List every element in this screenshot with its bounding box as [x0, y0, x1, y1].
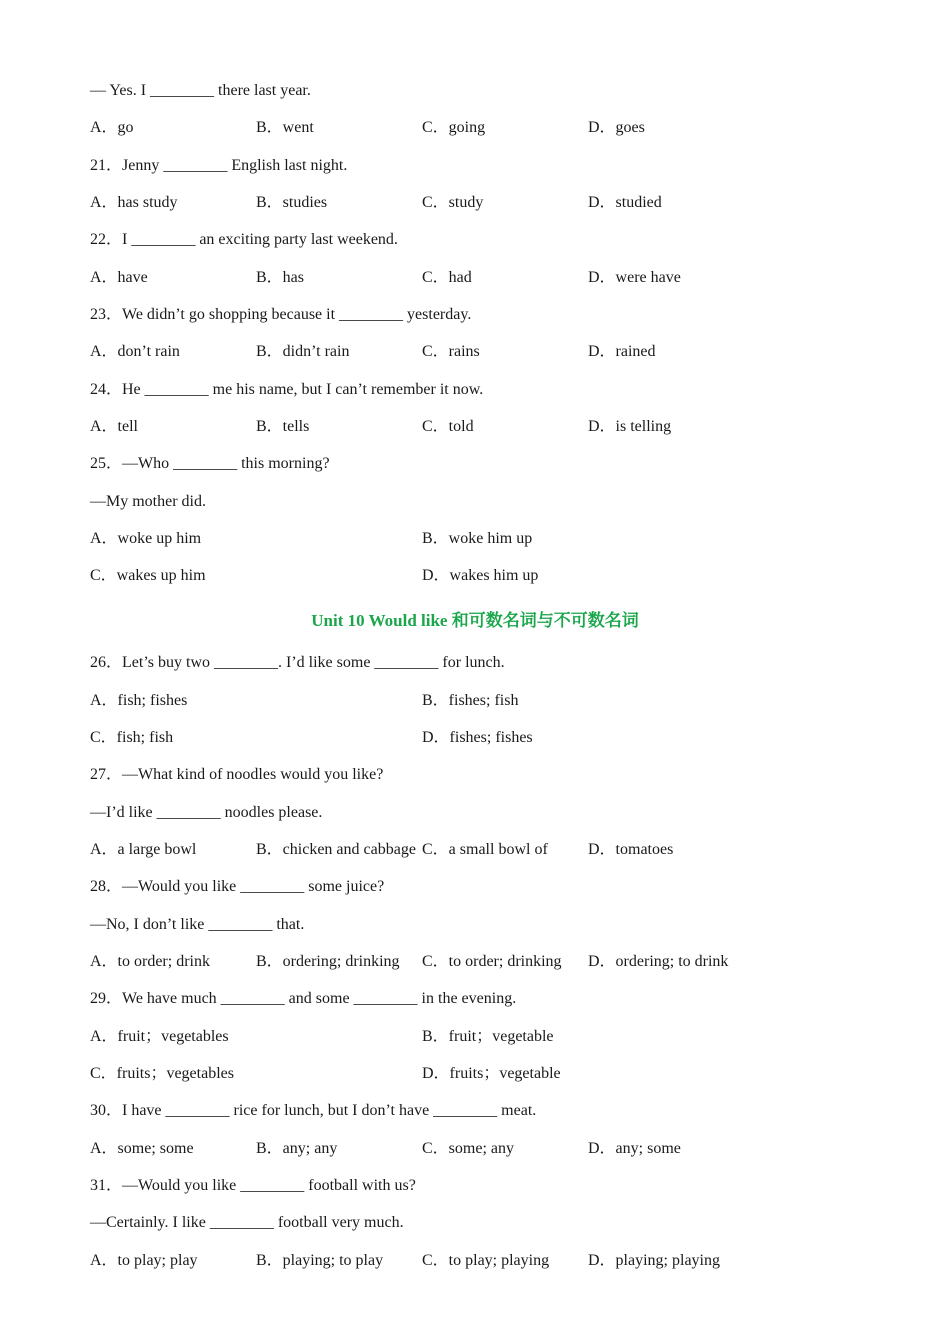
question-line: 25．—Who ________ this morning?: [90, 455, 330, 472]
question-line: 26．Let’s buy two ________. I’d like some ________ for lunch.: [90, 654, 505, 671]
answer-option: A．has study: [90, 194, 178, 211]
answer-option: B．went: [256, 119, 314, 136]
question-line: 31．—Would you like ________ football with us?: [90, 1177, 416, 1194]
answer-option: B．ordering; drinking: [256, 953, 400, 970]
answer-option: C．some; any: [422, 1140, 514, 1157]
question-line: — Yes. I ________ there last year.: [90, 82, 311, 99]
answer-option: D．fruits；vegetable: [422, 1065, 561, 1082]
question-line: 22．I ________ an exciting party last weekend.: [90, 231, 398, 248]
answer-option: D．tomatoes: [588, 841, 674, 858]
answer-option: C．a small bowl of: [422, 841, 548, 858]
answer-option: C．told: [422, 418, 474, 435]
answer-option: C．going: [422, 119, 486, 136]
answer-option: B．any; any: [256, 1140, 338, 1157]
answer-option: C．had: [422, 269, 472, 286]
answer-option: D．any; some: [588, 1140, 681, 1157]
answer-option: A．have: [90, 269, 148, 286]
question-line: 28．—Would you like ________ some juice?: [90, 878, 385, 895]
answer-option: A．woke up him: [90, 530, 202, 547]
answer-option: C．study: [422, 194, 484, 211]
answer-option: D．were have: [588, 269, 681, 286]
question-line: 24．He ________ me his name, but I can’t remember it now.: [90, 381, 484, 398]
answer-option: A．some; some: [90, 1140, 194, 1157]
question-line: —No, I don’t like ________ that.: [90, 916, 305, 933]
answer-option: B．playing; to play: [256, 1252, 384, 1269]
answer-option: C．wakes up him: [90, 567, 206, 584]
answer-option: D．ordering; to drink: [588, 953, 729, 970]
answer-option: D．goes: [588, 119, 645, 136]
answer-option: A．fish; fishes: [90, 692, 188, 709]
answer-option: A．go: [90, 119, 134, 136]
answer-option: C．fish; fish: [90, 729, 174, 746]
answer-option: A．tell: [90, 418, 138, 435]
answer-option: A．fruit；vegetables: [90, 1028, 229, 1045]
question-line: 27．—What kind of noodles would you like?: [90, 766, 384, 783]
answer-option: B．fruit；vegetable: [422, 1028, 554, 1045]
answer-option: D．wakes him up: [422, 567, 539, 584]
answer-option: C．rains: [422, 343, 480, 360]
answer-option: D．fishes; fishes: [422, 729, 533, 746]
answer-option: B．fishes; fish: [422, 692, 519, 709]
question-line: 29．We have much ________ and some ________ in the evening.: [90, 990, 517, 1007]
question-line: —Certainly. I like ________ football very much.: [90, 1214, 404, 1231]
answer-option: C．to order; drinking: [422, 953, 562, 970]
answer-option: D．playing; playing: [588, 1252, 720, 1269]
answer-option: B．has: [256, 269, 305, 286]
question-line: —I’d like ________ noodles please.: [90, 804, 323, 821]
question-line: —My mother did.: [90, 493, 206, 510]
section-heading: Unit 10 Would like 和可数名词与不可数名词: [311, 611, 639, 630]
question-line: 23．We didn’t go shopping because it ________ yesterday.: [90, 306, 472, 323]
answer-option: A．a large bowl: [90, 841, 197, 858]
answer-option: B．studies: [256, 194, 328, 211]
answer-option: D．is telling: [588, 418, 672, 435]
answer-option: B．didn’t rain: [256, 343, 350, 360]
question-line: 21．Jenny ________ English last night.: [90, 157, 348, 174]
answer-option: D．studied: [588, 194, 662, 211]
answer-option: A．to play; play: [90, 1252, 198, 1269]
answer-option: C．to play; playing: [422, 1252, 550, 1269]
question-line: 30．I have ________ rice for lunch, but I don’t have ________ meat.: [90, 1102, 537, 1119]
answer-option: A．don’t rain: [90, 343, 180, 360]
answer-option: D．rained: [588, 343, 656, 360]
answer-option: B．tells: [256, 418, 310, 435]
answer-option: B．chicken and cabbage: [256, 841, 416, 858]
answer-option: C．fruits；vegetables: [90, 1065, 234, 1082]
answer-option: A．to order; drink: [90, 953, 210, 970]
answer-option: B．woke him up: [422, 530, 533, 547]
